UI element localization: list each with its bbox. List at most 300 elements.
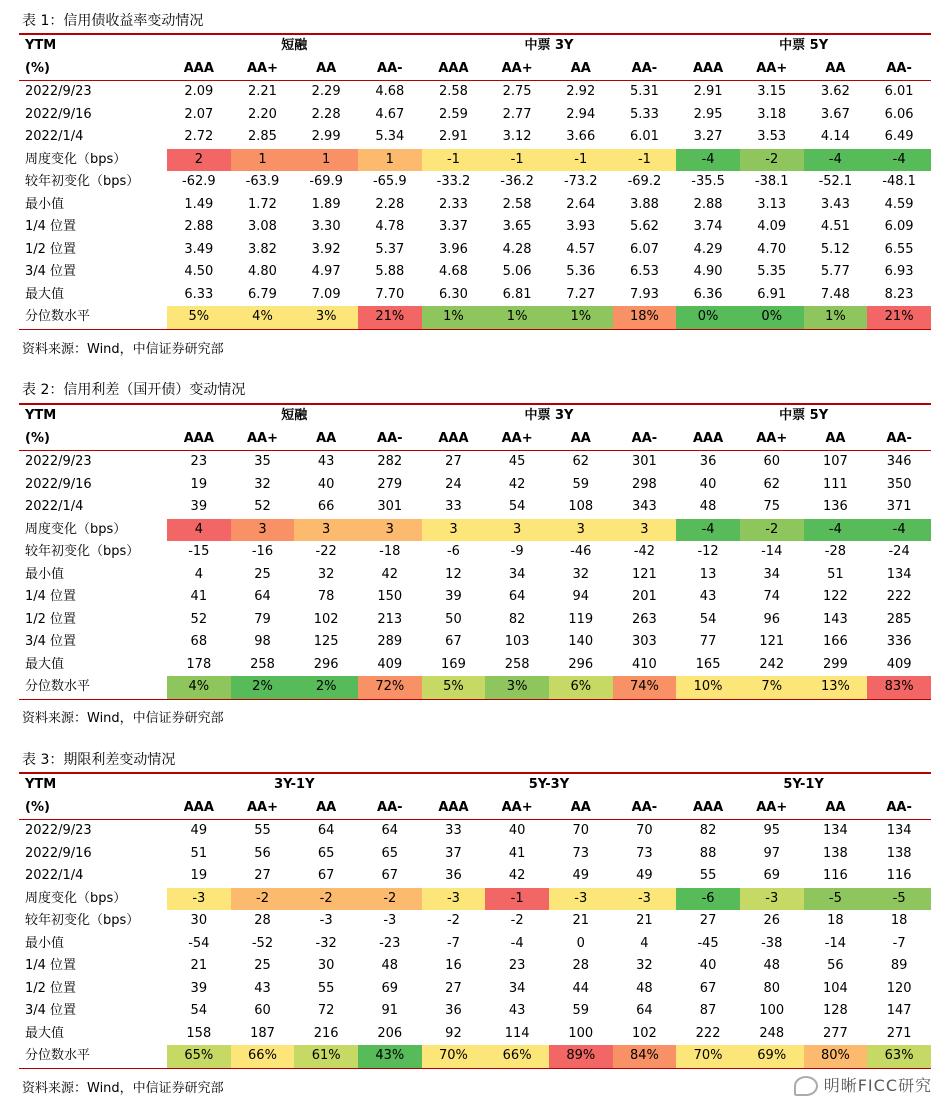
table-cell: 7.48 [820, 286, 850, 302]
table-cell: 64 [381, 823, 399, 839]
table-row [19, 564, 931, 587]
table-cell: 7.09 [311, 286, 341, 302]
table-cell: -2 [294, 888, 358, 911]
table-cell: -3 [319, 913, 333, 929]
table-cell: 39 [445, 589, 462, 605]
row-label: 1/4 位置 [25, 589, 77, 605]
table-cell: 19 [190, 868, 208, 884]
table-cell: 27 [699, 913, 717, 929]
table-cell: 166 [822, 634, 848, 650]
table-cell: 55 [317, 980, 335, 996]
table-cell: -7 [446, 935, 460, 951]
table-cell: 40 [317, 476, 335, 492]
row-label: 1/2 位置 [25, 611, 77, 627]
table-cell: 34 [763, 566, 780, 582]
table-cell: -42 [633, 544, 656, 560]
table-cell: 108 [568, 499, 594, 515]
table-cell: 301 [632, 454, 657, 470]
table-cell: 59 [572, 1003, 590, 1019]
table-cell: 5.33 [629, 106, 659, 122]
table-cell: 296 [313, 656, 339, 672]
rating-header: AA [549, 58, 613, 81]
table-cell: 32 [636, 958, 653, 974]
table-cell: 6.30 [438, 286, 468, 302]
table-cell: 4.57 [566, 241, 596, 257]
table-cell: 104 [822, 980, 848, 996]
table-cell: 48 [699, 499, 717, 515]
table-cell: 8.23 [884, 286, 914, 302]
row-label: 2022/1/4 [25, 129, 84, 145]
table-cell: 55 [699, 868, 717, 884]
table-cell: 64 [508, 589, 526, 605]
unit-label: (%) [19, 797, 167, 820]
table-cell: 102 [313, 611, 339, 627]
table-cell: 5% [422, 676, 486, 699]
table-cell: 5.36 [566, 264, 596, 280]
table-cell: 24 [445, 476, 462, 492]
table-cell: 3.65 [502, 219, 532, 235]
table-cell: 409 [886, 656, 912, 672]
corner-label: YTM [19, 773, 167, 797]
table-cell: 12 [445, 566, 462, 582]
table-cell: 3.62 [820, 84, 850, 100]
table-cell: 350 [886, 476, 912, 492]
table-cell: 2% [294, 676, 358, 699]
table-cell: 1.72 [248, 196, 277, 212]
table-cell: 4.59 [884, 196, 914, 212]
table-cell: 42 [381, 566, 399, 582]
table-row [19, 631, 931, 654]
table-cell: 18 [890, 913, 908, 929]
table-cell: -4 [804, 519, 868, 542]
table-cell: -14 [824, 935, 846, 951]
rating-header: AA+ [740, 797, 804, 820]
table-cell: -3 [167, 888, 231, 911]
table-cell: 21 [636, 913, 653, 929]
table-cell: 187 [250, 1025, 275, 1041]
table-cell: 63% [867, 1045, 931, 1068]
table-3 [19, 772, 931, 1069]
table-cell: 2.59 [438, 106, 468, 122]
table-1-source: 资料来源：Wind，中信证券研究部 [22, 342, 224, 357]
rating-header: AA [294, 797, 358, 820]
table-cell: 43 [508, 1003, 526, 1019]
table-cell: 7% [740, 676, 804, 699]
rating-header: AAA [167, 58, 231, 81]
table-cell: 72 [317, 1003, 335, 1019]
table-cell: 23 [190, 454, 208, 470]
table-cell: -1 [613, 149, 677, 172]
corner-label: YTM [19, 404, 167, 428]
table-cell: -54 [188, 935, 210, 951]
header-row [19, 773, 931, 797]
table-cell: 64 [317, 823, 335, 839]
table-cell: 87 [699, 1003, 717, 1019]
table-cell: 2.95 [693, 106, 723, 122]
table-cell: -24 [888, 544, 910, 560]
table-cell: 74% [613, 676, 677, 699]
group-header: 中票 3Y [422, 404, 677, 428]
rating-header: AAA [676, 428, 740, 451]
row-label: 分位数水平 [19, 1045, 167, 1068]
table-cell: 68 [190, 634, 208, 650]
table-cell: 2.28 [311, 106, 341, 122]
row-label: 最小值 [25, 566, 65, 582]
row-label: 3/4 位置 [25, 634, 77, 650]
watermark-text: 明晰FICC研究 [823, 1075, 932, 1095]
table-cell: 65% [167, 1045, 231, 1068]
table-cell: 410 [632, 656, 657, 672]
table-cell: 66 [317, 499, 335, 515]
table-cell: 32 [317, 566, 335, 582]
table-row [19, 194, 931, 217]
table-cell: 5.37 [375, 241, 405, 257]
table-cell: 42 [508, 868, 526, 884]
table-cell: 48 [381, 958, 399, 974]
rating-header: AA+ [740, 428, 804, 451]
row-label: 周度变化（bps） [25, 521, 127, 537]
table-cell: 165 [695, 656, 721, 672]
table-cell: 5.88 [375, 264, 405, 280]
table-cell: 2.64 [566, 196, 596, 212]
table-cell: 43 [699, 589, 717, 605]
table-cell: 2.94 [566, 106, 596, 122]
subheader-row [19, 797, 931, 820]
table-cell: 103 [504, 634, 530, 650]
table-cell: 116 [822, 868, 848, 884]
table-cell: -7 [892, 935, 906, 951]
table-cell: -45 [697, 935, 719, 951]
wechat-icon [794, 1076, 818, 1096]
table-cell: 26 [763, 913, 780, 929]
row-label: 较年初变化（bps） [25, 913, 140, 929]
table-cell: 4.14 [820, 129, 850, 145]
table-cell: -38 [761, 935, 783, 951]
table-cell: -3 [422, 888, 486, 911]
table-row [19, 888, 931, 911]
rating-header: AA [294, 58, 358, 81]
table-cell: 66% [485, 1045, 549, 1068]
table-cell: 3 [231, 519, 295, 542]
table-cell: 114 [504, 1025, 530, 1041]
table-cell: 32 [254, 476, 271, 492]
table-cell: 70% [676, 1045, 740, 1068]
table-cell: 178 [186, 656, 212, 672]
rating-header: AAA [676, 58, 740, 81]
rating-header: AA+ [485, 58, 549, 81]
row-label: 3/4 位置 [25, 1003, 77, 1019]
header-row [19, 404, 931, 428]
table-cell: 2.07 [184, 106, 214, 122]
table-cell: 2.21 [248, 84, 277, 100]
table-cell: 3 [358, 519, 422, 542]
table-cell: 2.91 [693, 84, 723, 100]
table-cell: -69.2 [627, 174, 662, 190]
table-cell: 1.89 [311, 196, 341, 212]
table-cell: 32 [572, 566, 590, 582]
table-cell: 69 [763, 868, 780, 884]
table-cell: 96 [763, 611, 780, 627]
table-cell: 7.93 [629, 286, 659, 302]
table-row [19, 239, 931, 262]
table-cell: -2 [510, 913, 524, 929]
group-header: 3Y-1Y [167, 773, 422, 797]
row-label: 最小值 [25, 196, 65, 212]
rating-header: AA- [613, 797, 677, 820]
table-cell: -14 [761, 544, 783, 560]
table-cell: 34 [508, 566, 526, 582]
table-cell: 5.06 [502, 264, 532, 280]
table-cell: -16 [251, 544, 274, 560]
table-cell: -46 [570, 544, 592, 560]
table-cell: 92 [445, 1025, 462, 1041]
table-cell: 4 [640, 935, 649, 951]
table-cell: -69.9 [309, 174, 343, 190]
table-row [19, 978, 931, 1001]
table-cell: 52 [254, 499, 271, 515]
table-cell: -4 [676, 149, 740, 172]
table-cell: 56 [254, 845, 271, 861]
table-cell: 140 [568, 634, 594, 650]
table-cell: 3.74 [693, 219, 723, 235]
table-cell: 2.91 [438, 129, 468, 145]
table-cell: 6.09 [884, 219, 914, 235]
rating-header: AA+ [231, 58, 295, 81]
rating-header: AA [804, 797, 868, 820]
table-cell: 3.15 [757, 84, 787, 100]
table-cell: 6% [549, 676, 613, 699]
rating-header: AAA [167, 428, 231, 451]
table-cell: 100 [568, 1025, 594, 1041]
table-cell: -36.2 [500, 174, 534, 190]
table-cell: 138 [822, 845, 848, 861]
table-cell: 6.81 [502, 286, 532, 302]
table-cell: 2.58 [502, 196, 532, 212]
table-cell: 40 [508, 823, 526, 839]
table-cell: 80 [763, 980, 780, 996]
table-cell: 301 [377, 499, 403, 515]
table-cell: 2.09 [184, 84, 214, 100]
table-cell: 1% [804, 306, 868, 329]
table-cell: -52.1 [818, 174, 853, 190]
table-cell: 277 [822, 1025, 848, 1041]
table-cell: 39 [190, 980, 208, 996]
unit-label: (%) [19, 428, 167, 451]
row-label: 分位数水平 [19, 676, 167, 699]
table-2-source: 资料来源：Wind，中信证券研究部 [22, 711, 224, 726]
table-cell: -48.1 [882, 174, 916, 190]
table-cell: 13 [699, 566, 717, 582]
table-cell: 41 [190, 589, 208, 605]
table-cell: 3.49 [184, 241, 214, 257]
table-cell: -22 [315, 544, 337, 560]
table-cell: 3.67 [820, 106, 850, 122]
table-row [19, 676, 931, 699]
table-cell: -2 [446, 913, 460, 929]
table-cell: 30 [317, 958, 335, 974]
table-cell: 42 [508, 476, 526, 492]
table-cell: 2.77 [502, 106, 532, 122]
table-cell: 289 [377, 634, 403, 650]
table-cell: 346 [886, 454, 912, 470]
table-cell: 3.82 [248, 241, 277, 257]
row-label: 最大值 [25, 1025, 65, 1041]
table-cell: 13% [804, 676, 868, 699]
table-cell: 3.96 [438, 241, 468, 257]
table-cell: 6.93 [884, 264, 914, 280]
table-cell: 206 [377, 1025, 403, 1041]
table-row [19, 519, 931, 542]
table-cell: -73.2 [563, 174, 598, 190]
table-row [19, 1023, 931, 1046]
table-row [19, 104, 931, 127]
rating-header: AA+ [485, 797, 549, 820]
table-row [19, 216, 931, 239]
table-2 [19, 403, 931, 700]
table-cell: 95 [763, 823, 780, 839]
table-cell: 3 [294, 519, 358, 542]
table-cell: 216 [313, 1025, 339, 1041]
table-cell: 36 [445, 868, 462, 884]
rating-header: AA [549, 428, 613, 451]
table-row [19, 126, 931, 149]
table-cell: -18 [379, 544, 401, 560]
table-cell: 72% [358, 676, 422, 699]
table-cell: -2 [358, 888, 422, 911]
table-cell: 6.36 [693, 286, 723, 302]
table-cell: 0% [740, 306, 804, 329]
row-label: 周度变化（bps） [25, 890, 127, 906]
table-cell: 40 [699, 476, 717, 492]
group-header: 中票 5Y [676, 404, 931, 428]
table-cell: 116 [886, 868, 912, 884]
table-cell: 138 [886, 845, 912, 861]
table-cell: -4 [867, 149, 931, 172]
subheader-row [19, 428, 931, 451]
rating-header: AA+ [231, 428, 295, 451]
table-cell: 45 [508, 454, 526, 470]
table-cell: 49 [190, 823, 208, 839]
row-label: 最小值 [25, 935, 65, 951]
table-cell: 3.37 [438, 219, 468, 235]
group-header: 中票 5Y [676, 34, 931, 58]
table-cell: 2.72 [184, 129, 214, 145]
table-cell: 5% [167, 306, 231, 329]
table-cell: 2 [167, 149, 231, 172]
rating-header: AA- [358, 58, 422, 81]
table-cell: -4 [804, 149, 868, 172]
table-cell: 35 [254, 454, 271, 470]
rating-header: AA- [867, 428, 931, 451]
table-cell: 3.88 [629, 196, 659, 212]
table-cell: 6.01 [629, 129, 659, 145]
table-cell: 3.93 [566, 219, 596, 235]
table-cell: -52 [251, 935, 274, 951]
table-cell: 279 [377, 476, 403, 492]
table-cell: -4 [510, 935, 524, 951]
row-label: 分位数水平 [19, 306, 167, 329]
table-cell: 48 [763, 958, 780, 974]
row-label: 2022/9/23 [25, 84, 92, 100]
row-label: 3/4 位置 [25, 264, 77, 280]
table-cell: 258 [250, 656, 275, 672]
table-2-title: 表 2：信用利差（国开债）变动情况 [22, 382, 246, 398]
table-cell: -38.1 [754, 174, 789, 190]
table-cell: 122 [822, 589, 848, 605]
table-cell: 78 [317, 589, 335, 605]
table-row [19, 820, 931, 843]
table-cell: 4.68 [375, 84, 405, 100]
table-cell: 4 [194, 566, 203, 582]
table-cell: 201 [632, 589, 657, 605]
table-cell: -65.9 [372, 174, 407, 190]
table-cell: 136 [822, 499, 848, 515]
table-cell: 84% [613, 1045, 677, 1068]
table-cell: 39 [190, 499, 208, 515]
table-row [19, 306, 931, 329]
table-cell: -4 [867, 519, 931, 542]
table-cell: -3 [740, 888, 804, 911]
table-cell: 3 [485, 519, 549, 542]
rating-header: AA [804, 58, 868, 81]
table-row [19, 496, 931, 519]
table-cell: 222 [695, 1025, 721, 1041]
table-cell: 2.20 [248, 106, 277, 122]
table-cell: -1 [485, 888, 549, 911]
table-3-source: 资料来源：Wind，中信证券研究部 [22, 1081, 224, 1096]
table-cell: 0 [576, 935, 585, 951]
table-cell: -3 [549, 888, 613, 911]
table-cell: 4.29 [693, 241, 723, 257]
table-cell: 82 [699, 823, 717, 839]
table-cell: 4% [167, 676, 231, 699]
table-cell: 2.29 [311, 84, 341, 100]
table-row [19, 541, 931, 564]
table-cell: 18% [613, 306, 677, 329]
group-header: 短融 [167, 404, 422, 428]
table-cell: 91 [381, 1003, 399, 1019]
corner-label: YTM [19, 34, 167, 58]
table-cell: 3.30 [311, 219, 341, 235]
table-cell: 125 [313, 634, 339, 650]
table-cell: 3 [613, 519, 677, 542]
table-cell: 158 [186, 1025, 212, 1041]
table-cell: 49 [572, 868, 590, 884]
table-cell: 7.70 [375, 286, 405, 302]
table-cell: 3 [422, 519, 486, 542]
table-cell: 43 [317, 454, 335, 470]
table-cell: 48 [636, 980, 653, 996]
table-cell: 21% [867, 306, 931, 329]
table-row [19, 586, 931, 609]
table-cell: 4.28 [502, 241, 532, 257]
table-cell: 88 [699, 845, 717, 861]
table-cell: 51 [190, 845, 208, 861]
table-cell: 70 [572, 823, 590, 839]
table-cell: 16 [445, 958, 462, 974]
table-cell: 98 [254, 634, 271, 650]
row-label: 2022/9/16 [25, 476, 92, 492]
table-cell: 3.12 [502, 129, 532, 145]
table-cell: -2 [231, 888, 295, 911]
table-cell: 107 [822, 454, 848, 470]
table-cell: 282 [377, 454, 403, 470]
table-cell: 28 [572, 958, 590, 974]
table-cell: 30 [190, 913, 208, 929]
table-cell: 34 [508, 980, 526, 996]
table-cell: 2.33 [438, 196, 468, 212]
table-cell: -5 [867, 888, 931, 911]
